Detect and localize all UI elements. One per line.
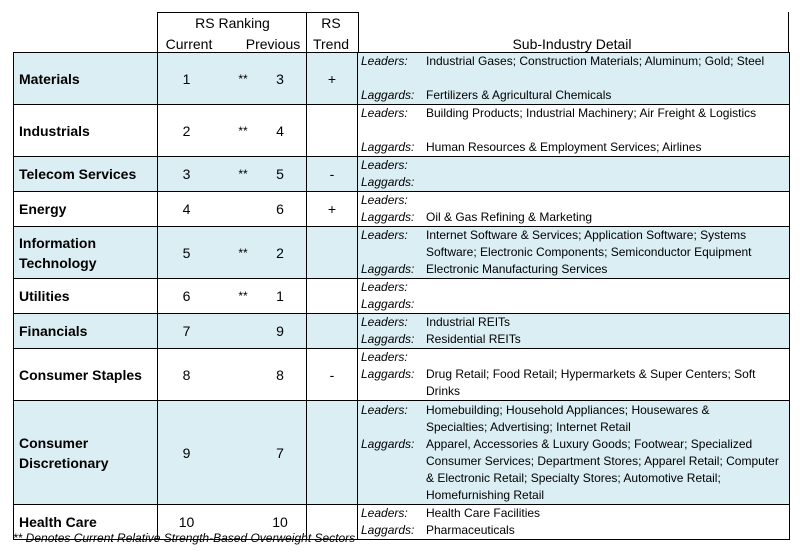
- detail-header-border: [357, 12, 789, 52]
- laggards-label: Laggards:: [361, 210, 415, 224]
- rs-trend: +: [307, 53, 358, 105]
- laggards-label: Laggards:: [361, 140, 415, 154]
- previous-rank: 10: [272, 514, 288, 530]
- previous-rank: 1: [276, 288, 284, 304]
- sector-name: Energy: [14, 192, 158, 227]
- sector-name: Financials: [14, 314, 158, 349]
- sub-industry-detail: [358, 349, 790, 401]
- leaders-text-line1: Internet Software & Services; Application Software; Systems: [426, 228, 747, 242]
- table-row: [14, 349, 790, 401]
- laggards-text-line1: Apparel, Accessories & Luxury Goods; Footwear; Specialized: [426, 436, 753, 451]
- rs-trend: -: [307, 157, 358, 192]
- sub-industry-detail: [358, 192, 790, 227]
- leaders-text: Industrial REITs: [426, 315, 511, 329]
- overweight-marker: **: [238, 71, 248, 86]
- sector-name: Health Care: [14, 505, 158, 540]
- table-row: [14, 401, 790, 505]
- current-rank: 1: [182, 70, 191, 87]
- sub-industry-detail: [358, 227, 790, 279]
- rs-trend-header-top: RS: [321, 15, 341, 31]
- previous-rank: 4: [276, 122, 284, 139]
- laggards-text-line3: & Electronic Retail; Specialty Stores; Automotive Retail;: [426, 470, 721, 485]
- current-rank: 3: [182, 166, 191, 182]
- rank-cell: [158, 53, 307, 105]
- sub-industry-detail: [358, 157, 790, 192]
- rs-ranking-header: RS Ranking: [195, 15, 270, 31]
- rank-cell: [158, 105, 307, 157]
- rs-trend: [307, 314, 358, 349]
- leaders-text-line1: Homebuilding; Household Appliances; Housewares &: [426, 402, 710, 417]
- sector-name: [14, 401, 158, 505]
- current-rank: 9: [182, 444, 191, 461]
- rank-cell: [158, 192, 307, 227]
- sector-name: Materials: [14, 53, 158, 105]
- laggards-text: Pharmaceuticals: [426, 523, 515, 537]
- sub-industry-detail: [358, 105, 790, 157]
- laggards-text: Oil & Gas Refining & Marketing: [426, 210, 593, 224]
- sub-industry-detail-header: Sub-Industry Detail: [512, 36, 632, 52]
- previous-rank: 5: [276, 166, 284, 182]
- laggards-text-line1: Drug Retail; Food Retail; Hypermarkets & Super Centers; Soft: [426, 367, 756, 381]
- overweight-marker: **: [238, 123, 248, 138]
- table-row: [14, 105, 790, 157]
- leaders-text: Industrial Gases; Construction Materials; Aluminum; Gold; Steel: [426, 54, 765, 68]
- laggards-label: Laggards:: [361, 88, 415, 102]
- leaders-text: [426, 279, 789, 296]
- overweight-marker: **: [238, 167, 248, 181]
- current-header: Current: [165, 36, 213, 52]
- current-rank: 2: [182, 122, 191, 139]
- leaders-text: Building Products; Industrial Machinery; Air Freight & Logistics: [426, 106, 757, 120]
- current-rank: 4: [182, 201, 191, 217]
- leaders-label: Leaders:: [361, 350, 408, 364]
- rank-cell: [158, 314, 307, 349]
- laggards-text: Residential REITs: [426, 332, 521, 346]
- laggards-text: Human Resources & Employment Services; Airlines: [426, 140, 702, 154]
- sector-name: Telecom Services: [14, 157, 158, 192]
- current-rank: 8: [182, 366, 191, 383]
- leaders-label: Leaders:: [361, 106, 408, 120]
- rs-trend: +: [307, 192, 358, 227]
- rank-cell: [158, 401, 307, 505]
- table-row: [14, 192, 790, 227]
- leaders-text: [426, 349, 789, 366]
- rank-cell: [158, 227, 307, 279]
- leaders-label: Leaders:: [361, 228, 408, 242]
- rank-cell: [158, 349, 307, 401]
- footnote: ** Denotes Current Relative Strength-Based Overweight Sectors: [13, 531, 356, 545]
- rank-cell: [158, 157, 307, 192]
- rs-trend: -: [307, 349, 358, 401]
- sub-industry-detail: [358, 279, 790, 314]
- laggards-text-line2: Consumer Services; Department Stores; Apparel Retail; Computer: [426, 453, 779, 468]
- table-row: [14, 227, 790, 279]
- laggards-text-line2: Drinks: [426, 384, 461, 398]
- laggards-label: Laggards:: [361, 297, 415, 311]
- sub-industry-detail: [358, 505, 790, 540]
- previous-rank: 3: [276, 70, 284, 87]
- leaders-label: Leaders:: [361, 280, 408, 294]
- previous-rank: 9: [276, 323, 284, 339]
- previous-rank: 2: [276, 244, 284, 261]
- sector-name-line1: Consumer: [19, 434, 89, 451]
- leaders-text: [426, 192, 789, 209]
- leaders-label: Leaders:: [361, 193, 408, 207]
- table-row: [14, 279, 790, 314]
- sub-industry-detail: [358, 401, 790, 505]
- previous-rank: 6: [276, 201, 284, 217]
- laggards-label: Laggards:: [361, 367, 415, 381]
- laggards-label: Laggards:: [361, 332, 415, 346]
- leaders-label: Leaders:: [361, 315, 408, 329]
- leaders-label: Leaders:: [361, 506, 408, 520]
- rs-ranking-table: [13, 52, 790, 540]
- table-row: [14, 53, 790, 105]
- previous-rank: 8: [276, 366, 284, 383]
- laggards-text: [426, 296, 789, 313]
- rank-cell: [158, 279, 307, 314]
- sub-industry-detail: [358, 53, 790, 105]
- sector-name-line2: Technology: [19, 254, 97, 271]
- leaders-text: Health Care Facilities: [426, 506, 541, 520]
- leaders-label: Leaders:: [361, 402, 408, 417]
- leaders-text-line2: Specialties; Advertising; Internet Retail: [426, 419, 631, 434]
- header-border: [157, 12, 359, 53]
- leaders-text: [426, 157, 789, 174]
- sub-industry-detail: [358, 314, 790, 349]
- laggards-text-line4: Homefurnishing Retail: [426, 487, 545, 502]
- sector-name: [14, 227, 158, 279]
- table-row: [14, 314, 790, 349]
- sector-name-line2: Discretionary: [19, 454, 109, 471]
- rs-trend: [307, 227, 358, 279]
- table-row: [14, 157, 790, 192]
- laggards-text: Fertilizers & Agricultural Chemicals: [426, 88, 612, 102]
- laggards-label: Laggards:: [361, 175, 415, 189]
- laggards-label: Laggards:: [361, 436, 415, 451]
- laggards-text: [426, 174, 789, 191]
- leaders-text-line2: Software; Electronic Components; Semiconductor Equipment: [426, 245, 752, 259]
- overweight-marker: **: [238, 245, 248, 260]
- header-divider: [306, 12, 307, 52]
- leaders-label: Leaders:: [361, 158, 408, 172]
- rs-trend: [307, 401, 358, 505]
- sector-name: Utilities: [14, 279, 158, 314]
- sector-name: Industrials: [14, 105, 158, 157]
- current-rank: 7: [182, 323, 191, 339]
- previous-header: Previous: [245, 36, 301, 52]
- overweight-marker: **: [238, 289, 248, 303]
- leaders-label: Leaders:: [361, 54, 408, 68]
- laggards-text: Electronic Manufacturing Services: [426, 262, 608, 276]
- laggards-label: Laggards:: [361, 262, 415, 276]
- rs-trend: [307, 279, 358, 314]
- sector-name-line1: Information: [19, 234, 96, 251]
- current-rank: 5: [182, 244, 191, 261]
- current-rank: 6: [182, 288, 191, 304]
- laggards-label: Laggards:: [361, 523, 415, 537]
- previous-rank: 7: [276, 444, 284, 461]
- rs-trend: [307, 105, 358, 157]
- current-rank: 10: [178, 514, 195, 530]
- rs-trend-header-bottom: Trend: [312, 36, 350, 52]
- sector-name: Consumer Staples: [14, 349, 158, 401]
